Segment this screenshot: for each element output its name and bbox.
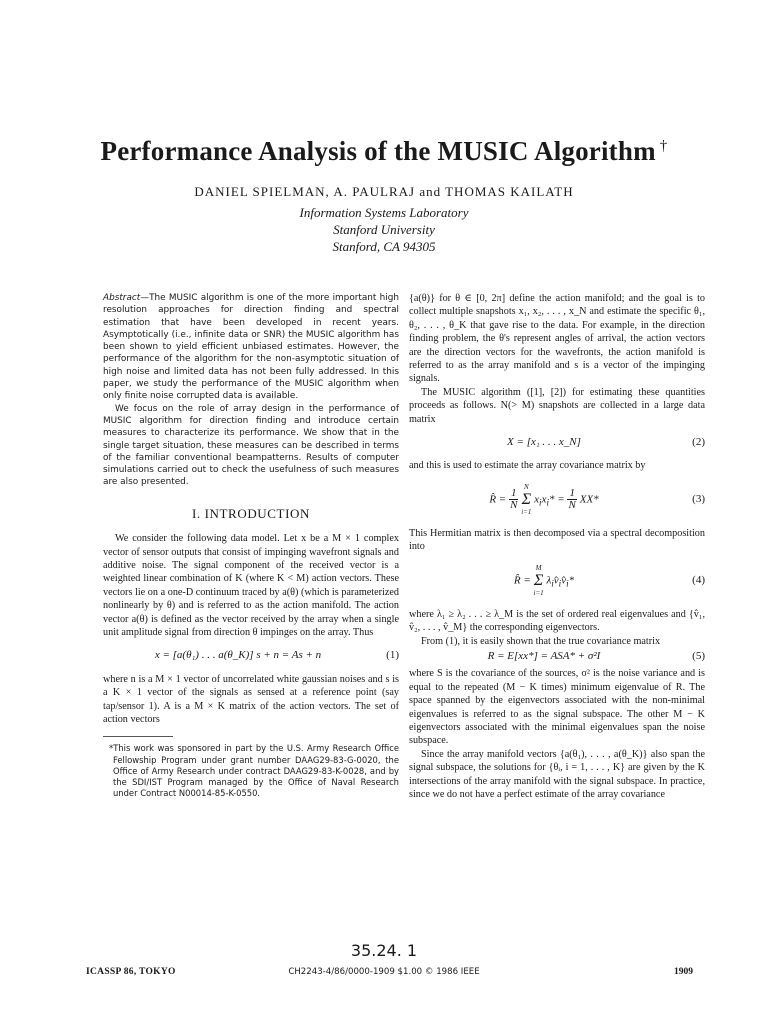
right-para-3: and this is used to estimate the array covariance matrix by xyxy=(409,460,646,472)
abstract xyxy=(103,292,399,489)
abstract-text-1: —The MUSIC algorithm is one of the more important high resolution approaches for direction finding and spectral estimation that have been developed in recent years. Asymptotically (i.e., infinite data or SNR) the MUSIC algorithm has been shown to yield efficient unbiased estimates. However, the performance of the algorithm for the non-asymptotic situation of high noise and limited data has not been fully addressed. In this paper, we study the performance of the MUSIC algorithm when only finite noise corrupted data is available. xyxy=(103,293,399,402)
equation-5-number: (5) xyxy=(692,649,705,662)
equation-3-body: R̂ = $\frac{1}{N}$ N Σ i=1 $x_ix_i*$ = $\frac{1}{N}$ XX* xyxy=(489,482,599,516)
equation-3-number: (3) xyxy=(692,493,705,506)
equation-4 xyxy=(409,564,705,598)
intro-para-1: We consider the following data model. Let x be a M × 1 complex vector of sensor outputs that consist of impinging wavefront signals and additive noise. The signal component of the received vector is a weighted linear combination of K (where K < M) action vectors. These vectors lie on a one-D continuum traced by a(θ) (which is parameterized nonlinearly by θ) and is referred to as the action manifold. The action vector a(θ) is defined as the vector received by the array when a single unit amplitude signal from direction θ impinges on the array. Thus xyxy=(103,533,399,638)
section-heading-introduction: I. INTRODUCTION xyxy=(191,505,311,521)
right-para-8: Since the array manifold vectors {a(θ₁), . . . , a(θ_K)} also span the signal subspace, the solutions for {θᵢ, i = 1, . . . , K} are given by the K intersections of the array manifold with the signal subspace. In practice, since we do not have a perfect estimate of the array covariance xyxy=(409,748,705,800)
title-text: Performance Analysis of the MUSIC Algorithm xyxy=(100,136,656,166)
paper-title xyxy=(0,136,768,167)
right-para-6: From (1), it is easily shown that the true covariance matrix xyxy=(421,635,661,647)
equation-4-number: (4) xyxy=(692,573,705,586)
left-column xyxy=(103,292,399,799)
equation-1-body: x = [a(θ₁) . . . a(θ_K)] s + n = As + n xyxy=(154,649,322,662)
equation-1 xyxy=(103,649,399,662)
equation-1-number: (1) xyxy=(386,649,399,662)
title-dagger: † xyxy=(659,138,668,154)
equation-5-body: R = E[xx*] = ASA* + σ²I xyxy=(487,649,601,662)
equation-2 xyxy=(409,436,705,449)
author-list: DANIEL SPIELMAN, A. PAULRAJ and THOMAS KAILATH xyxy=(194,184,574,199)
equation-2-number: (2) xyxy=(692,436,705,449)
affiliation-university: Stanford University xyxy=(333,222,435,237)
affiliation-address: Stanford, CA 94305 xyxy=(332,239,436,254)
affiliation-lab: Information Systems Laboratory xyxy=(299,205,469,220)
right-para-2: The MUSIC algorithm ([1], [2]) for estimating these quantities proceeds as follows. N(> M) snapshots are collected in a large data matrix xyxy=(409,386,705,425)
intro-para-2: where n is a M × 1 vector of uncorrelated white gaussian noises and s is a K × 1 vector of the signals as sensed at a reference point (say tap/sensor 1). A is a M × K matrix of the action vectors. The set of action vectors xyxy=(103,673,399,726)
right-column xyxy=(409,292,705,801)
equation-4-body: R̂ = M Σ i=1 $\lambda_iv̂_iv̂_i*$ xyxy=(513,563,575,597)
right-para-7: where S is the covariance of the sources, σ² is the noise variance and is equal to the repeated (M − K times) minimum eigenvalue of R. The space spanned by the eigenvectors associated with the non-minimal eigenvalues is referred to as the signal subspace. The other M − K eigenvectors associated with the minimal eigenvalues span the noise subspace. xyxy=(409,668,705,747)
equation-3 xyxy=(409,483,705,517)
footer-page-number: 1909 xyxy=(674,967,693,977)
right-para-1: {a(θ)} for θ ∈ [0, 2π] define the action manifold; and the goal is to collect multiple snapshots x₁, x₂, . . . , x_N and estimate the specific θ₁, θ₂, . . . , θ_K that gave rise to the data. For example, in the direction finding problem, the θ's represent angles of arrival, the action vectors are the direction vectors for the wavefronts, the action manifold is referred to as the array manifold and s is a vector of the impinging signals. xyxy=(409,293,705,385)
abstract-lead: Abstract xyxy=(103,293,141,303)
right-para-5: where λ₁ ≥ λ₂ . . . ≥ λ_M is the set of ordered real eigenvalues and {v̂₁, v̂₂, . . . , v̂_M} the corresponding eigenvectors. xyxy=(409,608,705,634)
abstract-para-1 xyxy=(103,292,399,403)
abstract-para-2: We focus on the role of array design in the performance of MUSIC algorithm for direction finding and introduce certain measures to characterize its performance. We show that in the single target situation, these measures can be described in terms of the familiar conventional beampatterns. Results of computer simulations carried out to check the usefulness of such measures are also presented. xyxy=(103,403,399,488)
footnote-divider xyxy=(103,736,173,737)
page-identifier: 35.24. 1 xyxy=(350,941,418,960)
equation-5 xyxy=(409,650,705,663)
equation-2-body: X = [x₁ . . . x_N] xyxy=(507,436,581,449)
footer-conference: ICASSP 86, TOKYO xyxy=(86,967,176,977)
affiliation xyxy=(0,204,768,255)
footnote: *This work was sponsored in part by the U.S. Army Research Office Fellowship Program under grant number DAAG29-83-G-0020, the Office of Army Research under contract DAAG29-83-K-0028, and by the SDI/IST Program managed by the Office of Naval Research under Contract N00014-85-K-0550. xyxy=(109,743,399,799)
footer-copyright: CH2243-4/86/0000-1909 $1.00 © 1986 IEEE xyxy=(288,967,480,977)
right-para-4: This Hermitian matrix is then decomposed via a spectral decomposition into xyxy=(409,527,705,553)
